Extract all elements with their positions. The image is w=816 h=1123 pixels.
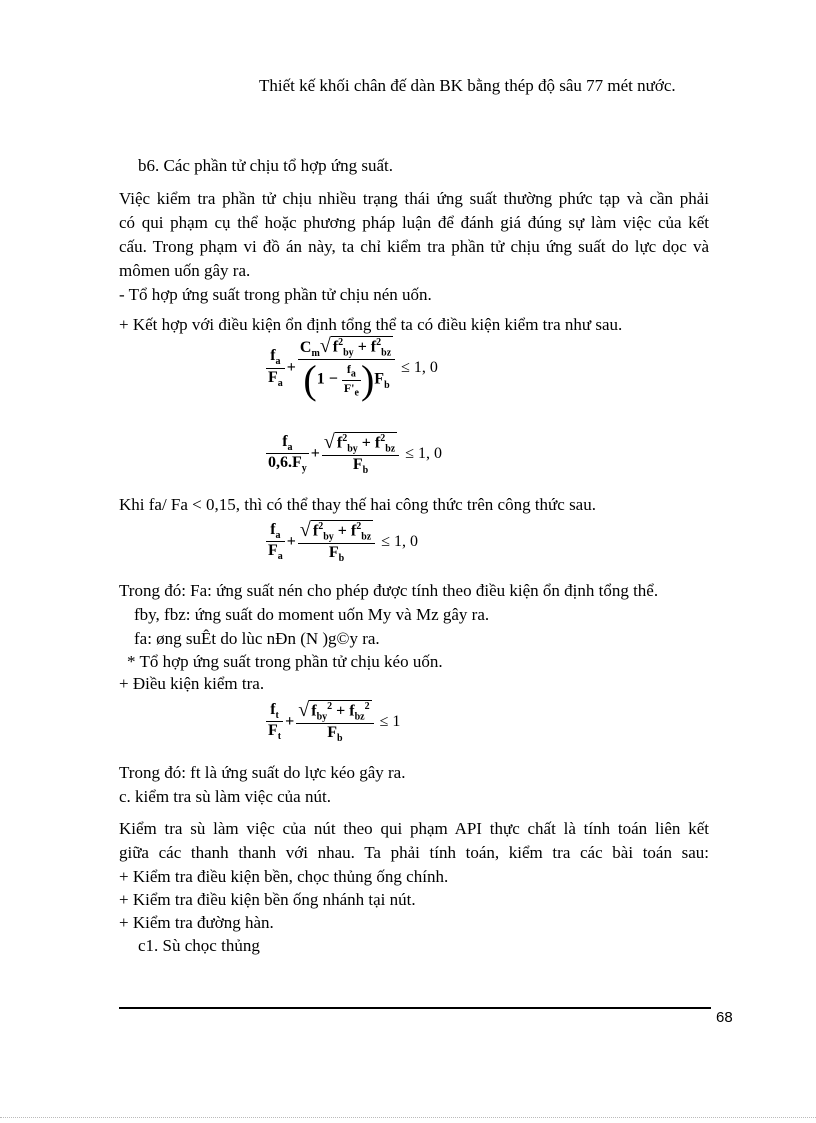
formula-2: $\frac{f_a}{0,6.F_y}$ + √ $f^2_{by} + f^2_{bz}$ $F_b$ ≤ 1, 0 <box>268 431 443 476</box>
formula-3-relation: ≤ 1, 0 <box>381 532 419 550</box>
para1-line-4: mômen uốn gây ra. <box>119 261 251 280</box>
page-number: 68 <box>716 1009 733 1026</box>
para1-line-1: Việc kiểm tra phần tử chịu nhiều trạng thái ứng suất thường phức tạp và cần phải <box>119 189 709 208</box>
where-line-2: fby, fbz: ứng suất do moment uốn My và Mz gây ra. <box>134 605 490 624</box>
formula-3: $\frac{f_a}{F_a}$ + √ $f^2_{by} + f^2_{bz}$ $F_b$ ≤ 1, 0 <box>268 519 419 564</box>
section-b6-title: b6. Các phần tử chịu tổ hợp ứng suất. <box>138 156 393 175</box>
tension-bending-title: * Tổ hợp ứng suất trong phần tử chịu kéo uốn. <box>127 652 443 671</box>
where-line-1: Trong đó: Fa: ứng suất nén cho phép được tính theo điều kiện ổn định tổng thể. <box>119 581 659 600</box>
page-header: Thiết kế khối chân đế dàn BK bằng thép độ sâu 77 mét nước. <box>259 76 676 95</box>
formula-1-relation: ≤ 1, 0 <box>401 359 438 377</box>
formula-4-term-b: √ $f_{by}^2 + f_{bz}^2$ $F_b$ <box>296 700 373 744</box>
check-condition-line: + Điều kiện kiểm tra. <box>119 674 265 693</box>
formula-2-term-a: $\frac{f_a}{0,6.F_y}$ <box>268 433 307 475</box>
para1-line-3: cấu. Trong phạm vi đồ án này, ta chỉ kiểm tra phần tử chịu ứng suất do lực dọc và <box>119 237 709 256</box>
formula-4-relation: ≤ 1 <box>379 712 401 730</box>
formula-1-term-b: $C_m$ √ $f^2_{by} + f^2_{bz}$ (1 − $\frac{f_a}{F'_e}$ )$F_b$ <box>298 336 395 400</box>
check-item-2: + Kiểm tra điều kiện bền ống nhánh tại nút. <box>119 890 416 909</box>
formula-4-term-a: $\frac{f_t}{F_t}$ <box>268 701 282 743</box>
check-item-1: + Kiểm tra điều kiện bền, chọc thủng ống chính. <box>119 867 449 886</box>
section-c1-title: c1. Sù chọc thủng <box>138 936 260 955</box>
formula-4: $\frac{f_t}{F_t}$ + √ $f_{by}^2 + f_{bz}^2$ $F_b$ ≤ 1 <box>268 699 401 744</box>
formula-1-term-a: $\frac{f_a}{F_a}$ <box>268 347 283 389</box>
page-bottom-edge <box>0 1117 816 1118</box>
para2-line-2: giữa các thanh thanh với nhau. Ta phải tính toán, kiểm tra các bài toán sau: <box>119 843 709 862</box>
para2-line-1: Kiểm tra sù làm việc của nút theo qui phạm API thực chất là tính toán liên kết <box>119 819 709 838</box>
formula-1: $\frac{f_a}{F_a}$ + $C_m$ √ $f^2_{by} + f^2_{bz}$ (1 − $\frac{f_a}{F'_e}$ )$F_b$ ≤ 1, 0 <box>268 335 438 403</box>
check-item-3: + Kiểm tra đường hàn. <box>119 913 274 932</box>
where-line-3: fa: øng suÊt do lùc nÐn (N )g©y ra. <box>134 629 380 648</box>
formula-2-relation: ≤ 1, 0 <box>405 444 443 462</box>
section-c-title: c. kiểm tra sù làm việc của nút. <box>119 787 331 806</box>
khi-condition-line: Khi fa/ Fa < 0,15, thì có thể thay thế hai công thức trên công thức sau. <box>119 495 596 514</box>
formula-3-term-b: √ $f^2_{by} + f^2_{bz}$ $F_b$ <box>298 520 375 564</box>
footer-divider <box>119 1007 711 1009</box>
where-line-4: Trong đó: ft là ứng suất do lực kéo gây ra. <box>119 763 406 782</box>
bullet-compression-bending: - Tổ hợp ứng suất trong phần tử chịu nén uốn. <box>119 285 432 304</box>
formula-3-term-a: $\frac{f_a}{F_a}$ <box>268 521 283 563</box>
stability-condition-line: + Kết hợp với điều kiện ổn định tổng thể ta có điều kiện kiểm tra như sau. <box>119 315 623 334</box>
formula-2-term-b: √ $f^2_{by} + f^2_{bz}$ $F_b$ <box>322 432 399 476</box>
para1-line-2: có qui phạm cụ thể hoặc phương pháp luận để đánh giá đúng sự làm việc của kết <box>119 213 709 232</box>
